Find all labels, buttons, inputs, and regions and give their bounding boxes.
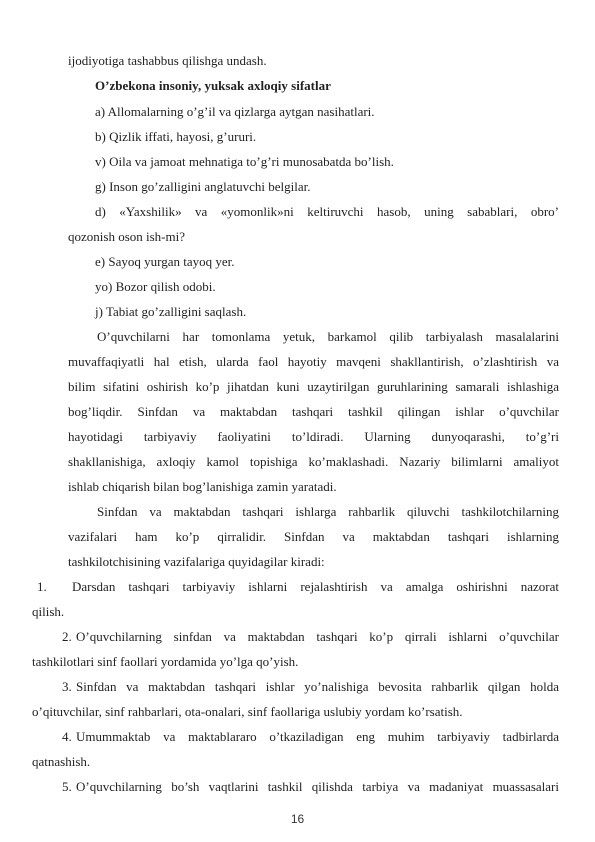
paragraph-line: bog’liqdir. Sinfdan va maktabdan tashqari tashkil qilingan ishlar o’quvchilar [68, 404, 559, 419]
page-number: 16 [290, 812, 305, 826]
numbered-item-line: o’qituvchilar, sinf rahbarlari, ota-onalari, sinf faollariga uslubiy yordam ko’rsatish. [32, 704, 463, 719]
list-item: b) Qizlik iffati, hayosi, g’ururi. [95, 129, 257, 144]
numbered-item-line: Darsdan tashqari tarbiyaviy ishlarni rejalashtirish va amalga oshirishni nazorat [72, 579, 559, 594]
paragraph-line: O’quvchilarni har tomonlama yetuk, barkamol qilib tarbiyalash masalalarini [97, 329, 559, 344]
list-number: 3. [62, 679, 72, 694]
paragraph-line: hayotidagi tarbiyaviy faoliyatini to’ldiradi. Ularning dunyoqarashi, to’g’ri [68, 429, 559, 444]
numbered-item-line: tashkilotlari sinf faollari yordamida yo’lga qo’yish. [32, 654, 299, 669]
paragraph-line: shakllanishiga, axloqiy kamol topishiga ko’maklashadi. Nazariy bilimlarni amaliyot [68, 454, 559, 469]
list-item: d) «Yaxshilik» va «yomonlik»ni keltiruvchi hasob, uning sabablari, obro’ [95, 204, 559, 219]
section-heading: O’zbekona insoniy, yuksak axloqiy sifatlar [95, 78, 331, 93]
paragraph-line: ishlab chiqarish bilan bog’lanishiga zamin yaratadi. [68, 479, 337, 494]
numbered-item-line: Umummaktab va maktablararo o’tkaziladigan eng muhim tarbiyaviy tadbirlarda [76, 729, 559, 744]
list-number: 4. [62, 729, 72, 744]
paragraph-line: Sinfdan va maktabdan tashqari ishlarga rahbarlik qiluvchi tashkilotchilarning [97, 504, 559, 519]
text-line: ijodiyotiga tashabbus qilishga undash. [68, 53, 267, 68]
paragraph-line: vazifalari ham ko’p qirralidir. Sinfdan va maktabdan tashqari ishlarning [68, 529, 559, 544]
paragraph-line: bilim sifatini oshirish ko’p jihatdan kuni uzaytirilgan guruhlarining samarali ishlashiga [68, 379, 559, 394]
list-item: g) Inson go’zalligini anglatuvchi belgilar. [95, 179, 311, 194]
numbered-item-line: Sinfdan va maktabdan tashqari ishlar yo’nalishiga bevosita rahbarlik qilgan holda [76, 679, 559, 694]
paragraph-line: tashkilotchisining vazifalariga quyidagilar kiradi: [68, 554, 325, 569]
text-line: qozonish oson ish-mi? [68, 229, 185, 244]
list-item: v) Oila va jamoat mehnatiga to’g’ri munosabatda bo’lish. [95, 154, 394, 169]
list-number: 1. [37, 579, 47, 594]
paragraph-line: muvaffaqiyatli hal etish, ularda faol hayotiy mavqeni shakllantirish, o’zlashtirish va [68, 354, 559, 369]
list-item: a) Allomalarning o’g’il va qizlarga aytgan nasihatlari. [95, 104, 375, 119]
numbered-item-line: O’quvchilarning bo’sh vaqtlarini tashkil qilishda tarbiya va madaniyat muassasalari [76, 779, 559, 794]
list-item: yo) Bozor qilish odobi. [95, 279, 216, 294]
list-item: e) Sayoq yurgan tayoq yer. [95, 254, 235, 269]
list-number: 2. [62, 629, 72, 644]
list-number: 5. [62, 779, 72, 794]
numbered-item-line: qatnashish. [32, 754, 91, 769]
numbered-item-line: qilish. [32, 604, 65, 619]
numbered-item-line: O’quvchilarning sinfdan va maktabdan tashqari ko’p qirrali ishlarni o’quvchilar [76, 629, 559, 644]
list-item: j) Tabiat go’zalligini saqlash. [95, 304, 247, 319]
